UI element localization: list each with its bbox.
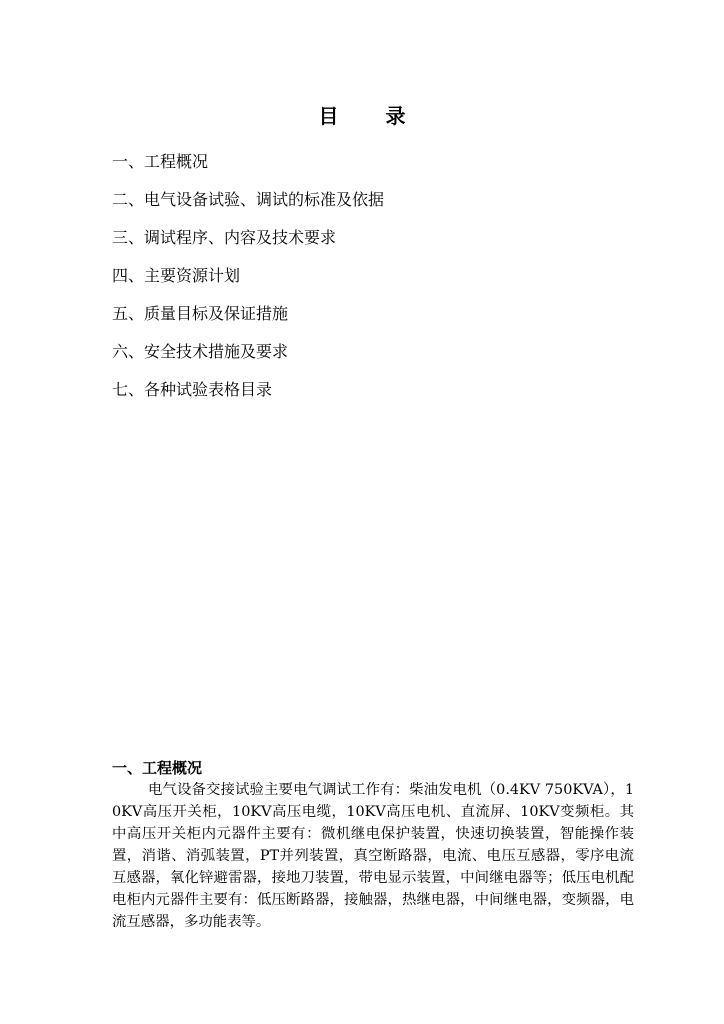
toc-item-5: 五、质量目标及保证措施 xyxy=(112,304,289,323)
toc-title: 目 录 xyxy=(318,104,426,128)
toc-item-7: 七、各种试验表格目录 xyxy=(112,380,273,399)
toc-item-4: 四、主要资源计划 xyxy=(112,266,241,285)
section-body: 电气设备交接试验主要电气调试工作有：柴油发电机（0.4KV 750KVA），10KV高压开关柜，10KV高压电缆，10KV高压电机、直流屏、10KV变频柜。其中高压开关柜内元器件主要有：微机继电保护装置，快速切换装置，智能操作装置，消谐、消弧装置，PT并列装置，真空断路器，电流、电压互感器，零序电流互感器，氧化锌避雷器，接地刀装置，带电显示装置，中间继电器等；低压电机配电柜内元器件主要有：低压断路器，接触器，热继电器，中间继电器，变频器，电流互感器，多功能表等。 xyxy=(112,782,634,930)
section-heading: 一、工程概况 xyxy=(112,759,203,777)
toc-list xyxy=(112,150,384,416)
toc-item-1: 一、工程概况 xyxy=(112,152,209,171)
toc-item-3: 三、调试程序、内容及技术要求 xyxy=(112,228,337,247)
toc-item-6: 六、安全技术措施及要求 xyxy=(112,342,289,361)
toc-item-2: 二、电气设备试验、调试的标准及依据 xyxy=(112,190,385,209)
section-project-overview xyxy=(112,757,634,933)
